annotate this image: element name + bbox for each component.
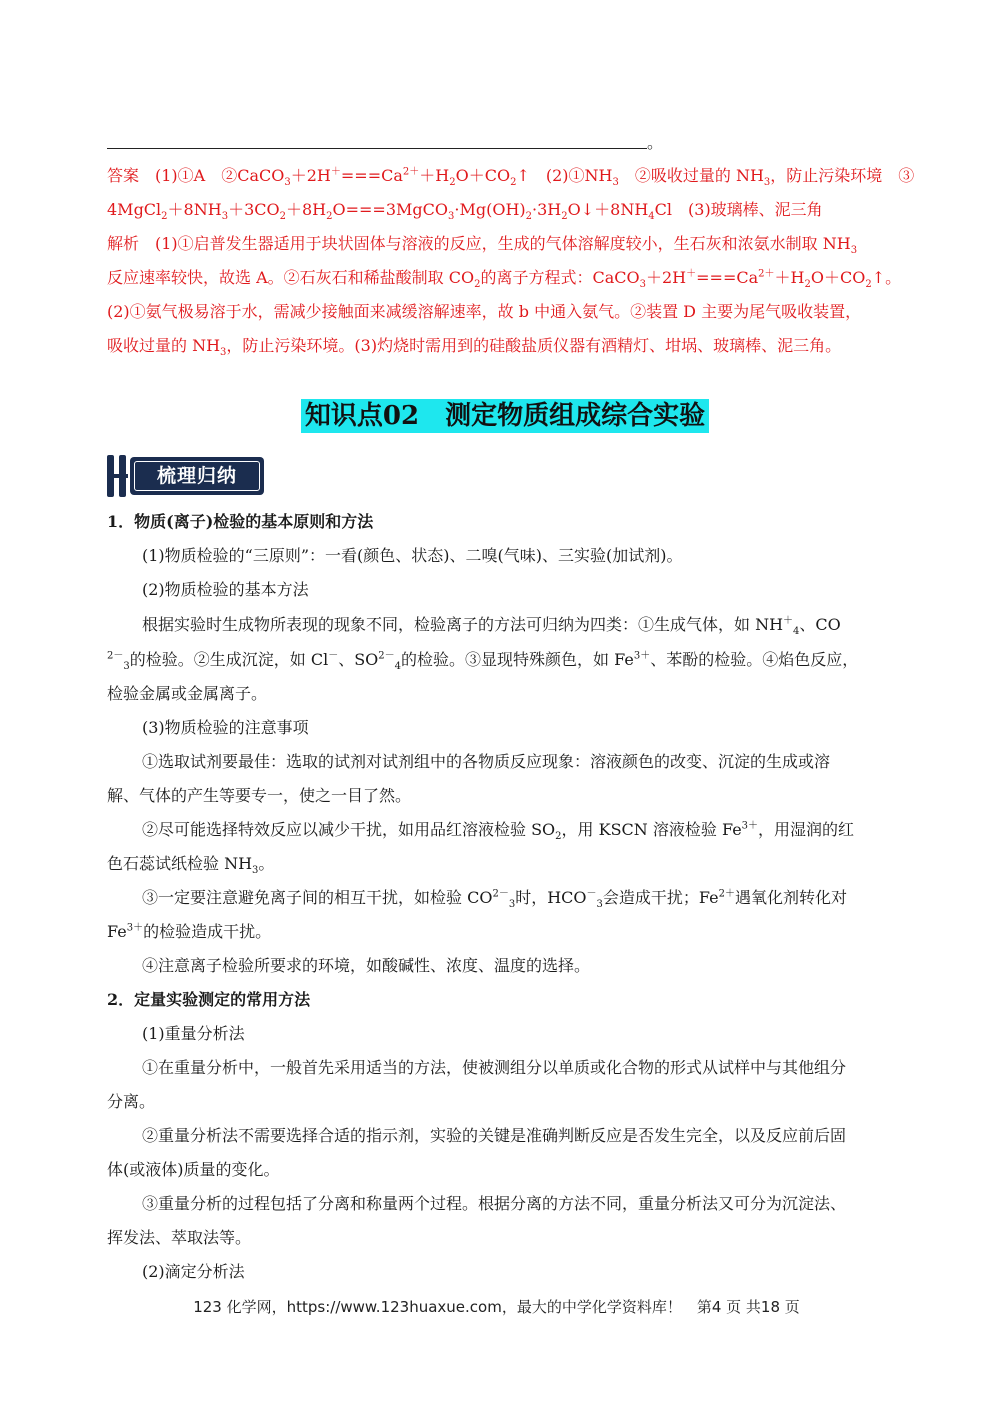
badge-connector: [114, 474, 128, 478]
paragraph: ②尽可能选择特效反应以减少干扰，如用品红溶液检验 $SO_2$，用 KSCN 溶液检验 $Fe^{3+}$，用湿润的红: [142, 820, 855, 843]
paragraph: 根据实验时生成物所表现的现象不同，检验离子的方法可归纳为四类：①生成气体，如 $NH^+_4$、CO: [142, 615, 841, 638]
paragraph: $^{2-}_3$的检验。②生成沉淀，如 Cl－、$SO^{2-}_4$的检验。③显现特殊颜色，如 $Fe^{3+}$、苯酚的检验。④焰色反应，: [107, 650, 859, 673]
paragraph: 体(或液体)质量的变化。: [107, 1160, 280, 1179]
summary-badge: [107, 455, 265, 497]
paragraph: ①在重量分析中，一般首先采用适当的方法，使被测组分以单质或化合物的形式从试样中与其他组分: [142, 1058, 847, 1077]
paragraph: (3)物质检验的注意事项: [142, 718, 309, 737]
paragraph: 解、气体的产生等要专一，使之一目了然。: [107, 786, 412, 805]
paragraph: ③重量分析的过程包括了分离和称量两个过程。根据分离的方法不同，重量分析法又可分为沉淀法、: [142, 1194, 847, 1213]
analysis-line-3: (2)①氨气极易溶于水，需减少接触面来减缓溶解速率，故 b 中通入氨气。②装置 D 主要为尾气吸收装置，: [107, 302, 862, 321]
answer-blank-line: [107, 148, 647, 149]
paragraph: (1)物质检验的“三原则”：一看(颜色、状态)、二嗅(气味)、三实验(加试剂)。: [142, 546, 683, 565]
paragraph: 色石蕊试纸检验 $NH_3$。: [107, 854, 275, 877]
section-title: 知识点02 测定物质组成综合实验: [301, 399, 709, 433]
paragraph: $Fe^{3+}$的检验造成干扰。: [107, 922, 272, 941]
paragraph: 挥发法、萃取法等。: [107, 1228, 252, 1247]
paragraph: ②重量分析法不需要选择合适的指示剂，实验的关键是准确判断反应是否发生完全，以及反应前后固: [142, 1126, 847, 1145]
paragraph: ④注意离子检验所要求的环境，如酸碱性、浓度、温度的选择。: [142, 956, 591, 975]
paragraph: (1)重量分析法: [142, 1024, 245, 1043]
answer-line-2: $4MgCl_2+8NH_3+3CO_2+8H_2O===3MgCO_3\cdot Mg(OH)_2\cdot 3H_2O↓+8NH_4Cl$ (3)玻璃棒、泥三角: [107, 200, 823, 223]
paragraph: (2)滴定分析法: [142, 1262, 245, 1281]
page-footer: 123 化学网，https://www.123huaxue.com，最大的中学化学资料库！ 第4 页 共18 页: [193, 1298, 800, 1316]
badge-label: 梳理归纳: [134, 461, 260, 491]
paragraph: ③一定要注意避免离子间的相互干扰，如检验 $CO^{2-}_3$时，$HCO^-_3$会造成干扰；$Fe^{2+}$遇氧化剂转化对: [142, 888, 847, 911]
heading-1: 1．物质(离子)检验的基本原则和方法: [107, 512, 374, 531]
paragraph: 分离。: [107, 1092, 156, 1111]
paragraph: 检验金属或金属离子。: [107, 684, 268, 703]
analysis-line-1: 解析 (1)①启普发生器适用于块状固体与溶液的反应，生成的气体溶解度较小，生石灰和浓氨水制取 $NH_3$: [107, 234, 858, 257]
badge-box: [130, 457, 264, 495]
badge-bar-left: [107, 455, 114, 497]
paragraph: ①选取试剂要最佳：选取的试剂对试剂组中的各物质反应现象：溶液颜色的改变、沉淀的生成或溶: [142, 752, 831, 771]
blank-end-mark: 。: [647, 133, 664, 152]
analysis-line-2: 反应速率较快，故选 A。②石灰石和稀盐酸制取 $CO_2$的离子方程式：$CaCO_3+2H^+===Ca^{2+}+H_2O+CO_2↑$。: [107, 268, 902, 291]
heading-2: 2．定量实验测定的常用方法: [107, 990, 311, 1009]
paragraph: (2)物质检验的基本方法: [142, 580, 309, 599]
answer-line-1: 答案 (1)①A $②CaCO_3+2H^+===Ca^{2+}+H_2O+CO_2↑$ $(2)①NH_3$ ②吸收过量的 $NH_3$，防止污染环境 ③: [107, 166, 915, 189]
analysis-line-4: 吸收过量的 $NH_3$，防止污染环境。(3)灼烧时需用到的硅酸盐质仪器有酒精灯、坩埚、玻璃棒、泥三角。: [107, 336, 842, 359]
